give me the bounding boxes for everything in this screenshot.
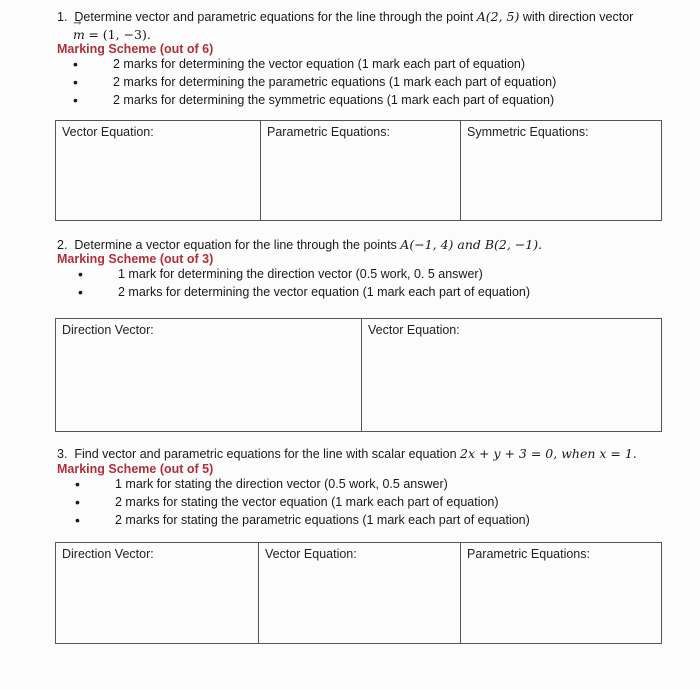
list-item: • 1 mark for determining the direction vector (0.5 work, 0. 5 answer) (78, 265, 530, 283)
q1-prompt (57, 9, 633, 25)
list-item: • 2 marks for stating the vector equation (1 mark each part of equation) (75, 493, 530, 511)
q2-cell-vector[interactable] (362, 319, 661, 431)
q3-equation: 2x + y + 3 = 0, when x = 1. (460, 446, 637, 461)
q1-text: Determine vector and parametric equations for the line through the point (74, 10, 474, 24)
q1-marking-title: Marking Scheme (out of 6) (57, 42, 214, 56)
q2-answer-table (55, 318, 662, 432)
list-item: • 2 marks for determining the parametric equations (1 mark each part of equation) (73, 73, 556, 91)
q1-marking-list (73, 55, 556, 109)
cell-label: Vector Equation: (265, 547, 357, 561)
q1-vector-line (73, 27, 151, 43)
q1-answer-table (55, 120, 662, 221)
q2-text: Determine a vector equation for the line through the points (74, 238, 397, 252)
q3-cell-parametric[interactable] (461, 543, 661, 643)
list-item: • 2 marks for determining the vector equation (1 mark each part of equation) (73, 55, 556, 73)
q2-marking-list (78, 265, 530, 301)
q2-marking-title: Marking Scheme (out of 3) (57, 252, 214, 266)
q3-marking-title: Marking Scheme (out of 5) (57, 462, 214, 476)
q1-number: 1. (57, 10, 68, 24)
q1-text2: with direction vector (522, 10, 634, 24)
q3-answer-table (55, 542, 662, 644)
cell-label: Symmetric Equations: (467, 125, 589, 139)
cell-label: Parametric Equations: (467, 547, 590, 561)
q2-cell-direction[interactable] (56, 319, 362, 431)
q3-marking-list (75, 475, 530, 529)
q3-number: 3. (57, 447, 68, 461)
list-item: • 1 mark for stating the direction vector (0.5 work, 0.5 answer) (75, 475, 530, 493)
cell-label: Parametric Equations: (267, 125, 390, 139)
q1-cell-symmetric[interactable] (461, 121, 661, 220)
q2-points: A(−1, 4) and B(2, −1). (400, 237, 543, 252)
q1-point: A(2, 5) (476, 9, 520, 24)
cell-label: Vector Equation: (62, 125, 154, 139)
cell-label: Direction Vector: (62, 547, 154, 561)
q2-number: 2. (57, 238, 68, 252)
q1-cell-vector[interactable] (56, 121, 261, 220)
list-item: • 2 marks for stating the parametric equations (1 mark each part of equation) (75, 511, 530, 529)
q3-prompt (57, 446, 637, 462)
q3-cell-vector[interactable] (259, 543, 461, 643)
q1-vector-value: = (1, −3). (88, 27, 151, 42)
q1-vector-name: → m (73, 27, 85, 42)
q1-cell-parametric[interactable] (261, 121, 461, 220)
cell-label: Direction Vector: (62, 323, 154, 337)
list-item: • 2 marks for determining the vector equation (1 mark each part of equation) (78, 283, 530, 301)
q3-cell-direction[interactable] (56, 543, 259, 643)
q2-prompt (57, 237, 542, 253)
cell-label: Vector Equation: (368, 323, 460, 337)
list-item: • 2 marks for determining the symmetric equations (1 mark each part of equation) (73, 91, 556, 109)
q3-text: Find vector and parametric equations for the line with scalar equation (74, 447, 457, 461)
